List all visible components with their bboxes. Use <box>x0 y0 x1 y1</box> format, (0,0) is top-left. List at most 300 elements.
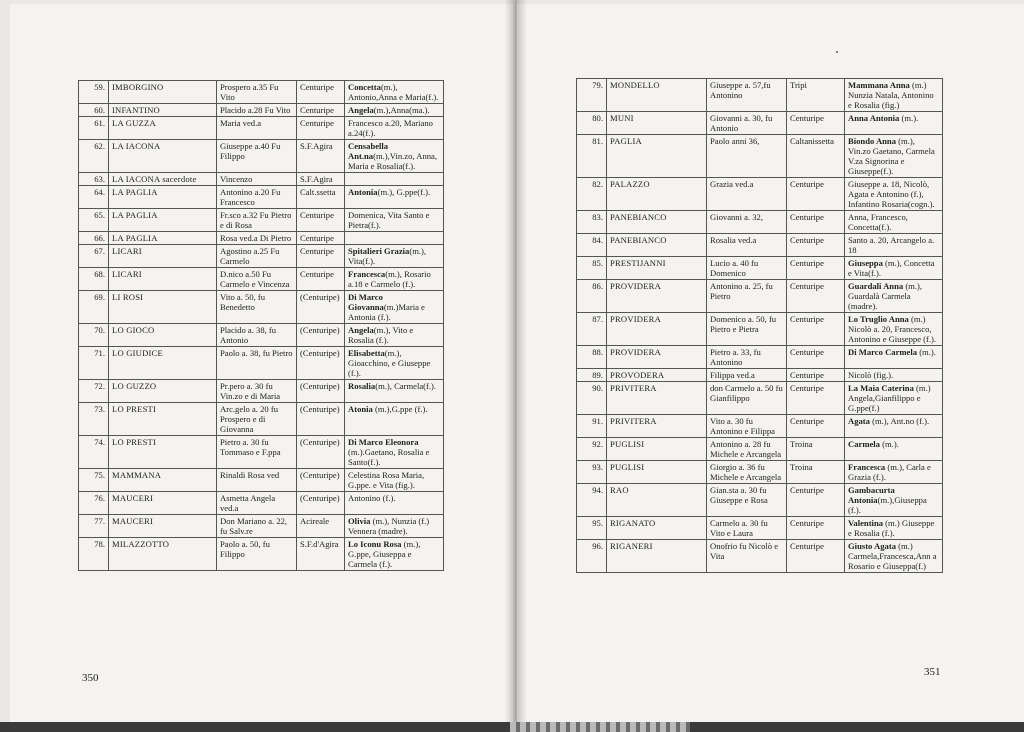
table-row <box>79 117 444 140</box>
family-members-cell <box>345 347 444 380</box>
head-of-family-cell: Asmetta Angela ved.a <box>217 492 297 515</box>
relatives-text: (m.), Vita(f.). <box>348 246 427 266</box>
head-of-family-cell: Maria ved.a <box>217 117 297 140</box>
surname-cell: MONDELLO <box>607 79 707 112</box>
relatives-text: Giuseppe a. 18, Nicolò, Agata e Antonino (f.), Infantino Rosaria(cogn.). <box>848 179 935 209</box>
surname-cell: PROVODERA <box>607 369 707 382</box>
spouse-name: Antonia <box>348 187 378 197</box>
spouse-name: Giuseppa <box>848 258 883 268</box>
family-members-cell <box>845 484 943 517</box>
head-of-family-cell: Antonino a. 25, fu Pietro <box>707 280 787 313</box>
table-row <box>79 173 444 186</box>
table-row <box>79 209 444 232</box>
spouse-name: Francesca <box>848 462 886 472</box>
family-members-cell <box>345 117 444 140</box>
entry-number: 76. <box>79 492 109 515</box>
entry-number: 70. <box>79 324 109 347</box>
head-of-family-cell: Filippa ved.a <box>707 369 787 382</box>
table-row <box>79 186 444 209</box>
surname-cell: LA GUZZA <box>109 117 217 140</box>
family-members-cell <box>845 234 943 257</box>
entry-number: 63. <box>79 173 109 186</box>
birthplace-cell: Centuripe <box>787 178 845 211</box>
entry-number: 65. <box>79 209 109 232</box>
surname-cell: LO GUZZO <box>109 380 217 403</box>
head-of-family-cell: Antonino a. 28 fu Michele e Arcangela <box>707 438 787 461</box>
page-number-left: 350 <box>82 672 99 684</box>
entry-number: 67. <box>79 245 109 268</box>
left-page <box>10 4 513 722</box>
family-members-cell <box>345 469 444 492</box>
table-row <box>79 403 444 436</box>
family-members-cell <box>345 380 444 403</box>
family-members-cell <box>345 492 444 515</box>
surname-cell: MAUCERI <box>109 515 217 538</box>
family-members-cell <box>345 291 444 324</box>
birthplace-cell: Centuripe <box>787 234 845 257</box>
family-members-cell <box>845 280 943 313</box>
birthplace-cell: Centuripe <box>787 369 845 382</box>
entry-number: 82. <box>577 178 607 211</box>
entry-number: 69. <box>79 291 109 324</box>
surname-cell: MILAZZOTTO <box>109 538 217 571</box>
table-row <box>79 436 444 469</box>
head-of-family-cell: Rinaldi Rosa ved <box>217 469 297 492</box>
surname-cell: RAO <box>607 484 707 517</box>
birthplace-cell: (Centuripe) <box>297 492 345 515</box>
birthplace-cell: Centuripe <box>297 268 345 291</box>
entry-number: 79. <box>577 79 607 112</box>
entry-number: 83. <box>577 211 607 234</box>
birthplace-cell: (Centuripe) <box>297 380 345 403</box>
relatives-text: Domenica, Vita Santo e Pietra(f.). <box>348 210 430 230</box>
head-of-family-cell: Paolo anni 36, <box>707 135 787 178</box>
family-members-cell <box>845 438 943 461</box>
surname-cell: LA IACONA <box>109 140 217 173</box>
table-row <box>79 291 444 324</box>
birthplace-cell: (Centuripe) <box>297 324 345 347</box>
entry-number: 75. <box>79 469 109 492</box>
relatives-text: (m.),Anna(ma.). <box>373 105 430 115</box>
relatives-text: Antonino (f.). <box>348 493 396 503</box>
birthplace-cell: S.F.d'Agira <box>297 538 345 571</box>
family-members-cell <box>845 382 943 415</box>
surname-cell: INFANTINO <box>109 104 217 117</box>
table-row <box>577 79 943 112</box>
table-row <box>79 232 444 245</box>
surname-cell: LICARI <box>109 245 217 268</box>
head-of-family-cell: Prospero a.35 Fu Vito <box>217 81 297 104</box>
entry-number: 68. <box>79 268 109 291</box>
head-of-family-cell: Giovanni a. 30, fu Antonio <box>707 112 787 135</box>
family-members-cell <box>845 540 943 573</box>
family-members-cell <box>345 324 444 347</box>
birthplace-cell: Troina <box>787 461 845 484</box>
head-of-family-cell: don Carmelo a. 50 fu Gianfilippo <box>707 382 787 415</box>
family-members-cell <box>345 186 444 209</box>
entry-number: 95. <box>577 517 607 540</box>
table-row <box>577 415 943 438</box>
entry-number: 84. <box>577 234 607 257</box>
family-members-cell <box>345 173 444 186</box>
surname-cell: PALAZZO <box>607 178 707 211</box>
relatives-text: (m.), Vito e Rosalia (f.). <box>348 325 414 345</box>
relatives-text: Anna, Francesco, Concetta(f.). <box>848 212 908 232</box>
entry-number: 89. <box>577 369 607 382</box>
spouse-name: Lo Truglio Anna <box>848 314 909 324</box>
table-row <box>577 280 943 313</box>
spouse-name: Gambacurta Antonia <box>848 485 895 505</box>
head-of-family-cell: Vito a. 30 fu Antonino e Filippa <box>707 415 787 438</box>
surname-cell: MAUCERI <box>109 492 217 515</box>
table-row <box>577 112 943 135</box>
surname-cell: IMBORGINO <box>109 81 217 104</box>
birthplace-cell: Centuripe <box>787 415 845 438</box>
entry-number: 93. <box>577 461 607 484</box>
surname-cell: LO PRESTI <box>109 403 217 436</box>
spouse-name: Mammana Anna <box>848 80 910 90</box>
head-of-family-cell: D.nico a.50 Fu Carmelo e Vincenza <box>217 268 297 291</box>
surname-cell: PRIVITERA <box>607 382 707 415</box>
entry-number: 96. <box>577 540 607 573</box>
table-row <box>79 324 444 347</box>
spouse-name: Angela <box>348 105 374 115</box>
table-row <box>577 257 943 280</box>
surname-cell: PROVIDERA <box>607 280 707 313</box>
birthplace-cell: Centuripe <box>787 257 845 280</box>
head-of-family-cell: Vincenzo <box>217 173 297 186</box>
relatives-text: Celestina Rosa Maria, G.ppe. e Vita (fig.). <box>348 470 425 490</box>
birthplace-cell: Centuripe <box>787 211 845 234</box>
family-members-cell <box>345 209 444 232</box>
entry-number: 85. <box>577 257 607 280</box>
relatives-text: Santo a. 20, Arcangelo a. 18 <box>848 235 935 255</box>
surname-cell: PAGLIA <box>607 135 707 178</box>
surname-cell: PRESTIJANNI <box>607 257 707 280</box>
family-members-cell <box>345 403 444 436</box>
right-page <box>516 4 1024 722</box>
relatives-text: Nicolò (fig.). <box>848 370 894 380</box>
spouse-name: Atonia <box>348 404 373 414</box>
spouse-name: Agata <box>848 416 870 426</box>
relatives-text: (m.), Vin.zo Gaetano, Carmela V.za Signorina e Giuseppe(f.). <box>848 136 935 176</box>
family-members-cell <box>845 517 943 540</box>
surname-cell: LA IACONA sacerdote <box>109 173 217 186</box>
birthplace-cell: Centuripe <box>787 540 845 573</box>
relatives-text: (m.) Giuseppe e Rosalia (f.). <box>848 518 935 538</box>
table-row <box>577 346 943 369</box>
relatives-text: Francesco a.20, Mariano a.24(f.). <box>348 118 433 138</box>
relatives-text: (m.), Guardalà Carmela (madre). <box>848 281 923 311</box>
book-gutter <box>505 0 527 732</box>
spouse-name: Spitalieri Grazia <box>348 246 410 256</box>
relatives-text: (m.), Concetta e Vita(f.). <box>848 258 935 278</box>
head-of-family-cell: Giuseppe a.40 Fu Filippo <box>217 140 297 173</box>
family-members-cell <box>845 112 943 135</box>
head-of-family-cell: Giuseppe a. 57,fu Antonino <box>707 79 787 112</box>
surname-cell: MUNI <box>607 112 707 135</box>
birthplace-cell: Centuripe <box>787 382 845 415</box>
relatives-text: (m.). <box>917 347 936 357</box>
relatives-text: (m.), Nunzia (f.) Vennera (madre). <box>348 516 430 536</box>
table-row <box>577 369 943 382</box>
relatives-text: (m.),Giuseppa (f.). <box>848 495 927 515</box>
entry-number: 66. <box>79 232 109 245</box>
head-of-family-cell: Don Mariano a. 22, fu Salv.re <box>217 515 297 538</box>
birthplace-cell: Tripi <box>787 79 845 112</box>
birthplace-cell: (Centuripe) <box>297 291 345 324</box>
birthplace-cell: S.F.Agira <box>297 140 345 173</box>
entry-number: 61. <box>79 117 109 140</box>
spouse-name: Elisabetta <box>348 348 385 358</box>
entry-number: 60. <box>79 104 109 117</box>
head-of-family-cell: Domenico a. 50, fu Pietro e Pietra <box>707 313 787 346</box>
entry-number: 74. <box>79 436 109 469</box>
head-of-family-cell: Pr.pero a. 30 fu Vin.zo e di Maria <box>217 380 297 403</box>
family-members-cell <box>345 515 444 538</box>
surname-cell: LA PAGLIA <box>109 232 217 245</box>
table-row <box>79 380 444 403</box>
birthplace-cell: Centuripe <box>787 346 845 369</box>
table-row <box>577 540 943 573</box>
family-members-cell <box>345 538 444 571</box>
table-row <box>577 313 943 346</box>
head-of-family-cell: Fr.sco a.32 Fu Pietro e di Rosa <box>217 209 297 232</box>
birthplace-cell: (Centuripe) <box>297 347 345 380</box>
head-of-family-cell: Placido a.28 Fu Vito <box>217 104 297 117</box>
relatives-text: (m.), Carla e Grazia (f.). <box>848 462 931 482</box>
entry-number: 87. <box>577 313 607 346</box>
table-row <box>577 484 943 517</box>
surname-cell: PUGLISI <box>607 461 707 484</box>
entry-number: 62. <box>79 140 109 173</box>
birthplace-cell: Centuripe <box>787 517 845 540</box>
birthplace-cell: Centuripe <box>787 280 845 313</box>
spouse-name: Valentina <box>848 518 884 528</box>
head-of-family-cell: Antonino a.20 Fu Francesco <box>217 186 297 209</box>
head-of-family-cell: Lucio a. 40 fu Domenico <box>707 257 787 280</box>
birthplace-cell: Centuripe <box>297 209 345 232</box>
relatives-text: (m.), G.ppe(f.). <box>377 187 431 197</box>
relatives-text: (m.), G.ppe, Giuseppa e Carmela (f.). <box>348 539 421 569</box>
entry-number: 80. <box>577 112 607 135</box>
head-of-family-cell: Rosalia ved.a <box>707 234 787 257</box>
head-of-family-cell: Pietro a. 30 fu Tommaso e F.ppa <box>217 436 297 469</box>
head-of-family-cell: Giorgio a. 36 fu Michele e Arcangela <box>707 461 787 484</box>
spouse-name: Lo Iconu Rosa <box>348 539 402 549</box>
relatives-text: (m.), Ant.no (f.). <box>869 416 930 426</box>
head-of-family-cell: Grazia ved.a <box>707 178 787 211</box>
entry-number: 64. <box>79 186 109 209</box>
head-of-family-cell: Carmelo a. 30 fu Vito e Laura <box>707 517 787 540</box>
table-row <box>577 234 943 257</box>
relatives-text: (m.) Nicolò a. 20, Francesco, Antonino e Giuseppe (f.). <box>848 314 937 344</box>
relatives-text: (m.), Antonio,Anna e Maria(f.). <box>348 82 439 102</box>
birthplace-cell: Centuripe <box>787 112 845 135</box>
entry-number: 72. <box>79 380 109 403</box>
table-row <box>79 104 444 117</box>
birthplace-cell: (Centuripe) <box>297 403 345 436</box>
relatives-text: (m.). <box>879 439 899 449</box>
table-row <box>79 515 444 538</box>
head-of-family-cell: Gian.sta a. 30 fu Giuseppe e Rosa <box>707 484 787 517</box>
surname-cell: LICARI <box>109 268 217 291</box>
surname-cell: PRIVITERA <box>607 415 707 438</box>
birthplace-cell: Troina <box>787 438 845 461</box>
relatives-text: (m.). <box>899 113 919 123</box>
surname-cell: PROVIDERA <box>607 313 707 346</box>
table-row <box>79 347 444 380</box>
relatives-text: (m.), Gioacchino, e Giuseppe (f.). <box>348 348 431 378</box>
spouse-name: Carmela <box>848 439 880 449</box>
family-members-cell <box>845 461 943 484</box>
birthplace-cell: Calt.ssetta <box>297 186 345 209</box>
family-members-cell <box>845 313 943 346</box>
relatives-text: (m.) Carmela,Francesca,Ann a Rosario e Giuseppa(f.) <box>848 541 937 571</box>
spouse-name: Olivia <box>348 516 371 526</box>
head-of-family-cell: Pietro a. 33, fu Antonino <box>707 346 787 369</box>
birthplace-cell: Acireale <box>297 515 345 538</box>
table-row <box>577 135 943 178</box>
entry-number: 90. <box>577 382 607 415</box>
entry-number: 78. <box>79 538 109 571</box>
scanner-bottom-edge <box>0 722 1024 732</box>
birthplace-cell: Centuripe <box>297 232 345 245</box>
head-of-family-cell: Rosa ved.a Di Pietro <box>217 232 297 245</box>
relatives-text: (m.),G.ppe (f.). <box>372 404 428 414</box>
table-row <box>79 140 444 173</box>
spouse-name: Giusto Agata <box>848 541 896 551</box>
relatives-text: (m.) Angela,Gianfilippo e G.ppe(f.) <box>848 383 931 413</box>
birthplace-cell: Caltanissetta <box>787 135 845 178</box>
family-members-cell <box>845 346 943 369</box>
spouse-name: Di Marco Carmela <box>848 347 918 357</box>
spouse-name: Di Marco Eleonora <box>348 437 419 447</box>
page-number-right: 351 <box>924 666 941 678</box>
family-members-cell <box>345 245 444 268</box>
head-of-family-cell: Agostino a.25 Fu Carmelo <box>217 245 297 268</box>
entry-number: 77. <box>79 515 109 538</box>
table-row <box>79 538 444 571</box>
head-of-family-cell: Arc.gelo a. 20 fu Prospero e di Giovanna <box>217 403 297 436</box>
birthplace-cell: S.F.Agira <box>297 173 345 186</box>
entry-number: 73. <box>79 403 109 436</box>
birthplace-cell: Centuripe <box>787 484 845 517</box>
relatives-text: (m.), Carmela(f.). <box>375 381 437 391</box>
surname-cell: PROVIDERA <box>607 346 707 369</box>
family-members-cell <box>845 178 943 211</box>
table-row <box>79 81 444 104</box>
head-of-family-cell: Paolo a. 38, fu Pietro <box>217 347 297 380</box>
entry-number: 91. <box>577 415 607 438</box>
surname-cell: PANEBIANCO <box>607 234 707 257</box>
surname-cell: PUGLISI <box>607 438 707 461</box>
spouse-name: Guardali Anna <box>848 281 904 291</box>
family-members-cell <box>845 211 943 234</box>
entry-number: 81. <box>577 135 607 178</box>
table-row <box>577 211 943 234</box>
surname-cell: LO GIUDICE <box>109 347 217 380</box>
relatives-text: (m.)Maria e Antonia (f.). <box>348 302 425 322</box>
spouse-name: Anna Antonia <box>848 113 900 123</box>
family-members-cell <box>845 79 943 112</box>
surname-cell: LO GIOCO <box>109 324 217 347</box>
spouse-name: Francesca <box>348 269 386 279</box>
entry-number: 71. <box>79 347 109 380</box>
spouse-name: Angela <box>348 325 374 335</box>
relatives-text: (m.) Nunzia Natala, Antonino e Rosalia (fig.) <box>848 80 934 110</box>
register-table-right <box>576 78 943 573</box>
family-members-cell <box>345 140 444 173</box>
head-of-family-cell: Onofrio fu Nicolò e Vita <box>707 540 787 573</box>
entry-number: 59. <box>79 81 109 104</box>
family-members-cell <box>345 104 444 117</box>
surname-cell: LI ROSI <box>109 291 217 324</box>
birthplace-cell: (Centuripe) <box>297 469 345 492</box>
table-row <box>79 469 444 492</box>
birthplace-cell: Centuripe <box>297 245 345 268</box>
entry-number: 88. <box>577 346 607 369</box>
spouse-name: Concetta <box>348 82 381 92</box>
table-row <box>577 438 943 461</box>
table-row <box>577 517 943 540</box>
surname-cell: LA PAGLIA <box>109 209 217 232</box>
spouse-name: Censabella Ant.na <box>348 141 389 161</box>
head-of-family-cell: Giovanni a. 32, <box>707 211 787 234</box>
table-row <box>577 461 943 484</box>
surname-cell: RIGANATO <box>607 517 707 540</box>
surname-cell: PANEBIANCO <box>607 211 707 234</box>
head-of-family-cell: Vito a. 50, fu Benedetto <box>217 291 297 324</box>
spouse-name: Biondo Anna <box>848 136 897 146</box>
family-members-cell <box>845 257 943 280</box>
birthplace-cell: Centuripe <box>297 81 345 104</box>
birthplace-cell: (Centuripe) <box>297 436 345 469</box>
table-row <box>79 492 444 515</box>
surname-cell: MAMMANA <box>109 469 217 492</box>
birthplace-cell: Centuripe <box>297 117 345 140</box>
entry-number: 94. <box>577 484 607 517</box>
family-members-cell <box>845 135 943 178</box>
register-table-left <box>78 80 444 571</box>
birthplace-cell: Centuripe <box>787 313 845 346</box>
table-row <box>577 178 943 211</box>
surname-cell: RIGANERI <box>607 540 707 573</box>
entry-number: 86. <box>577 280 607 313</box>
surname-cell: LA PAGLIA <box>109 186 217 209</box>
relatives-text: (m.), Rosario a.18 e Carmelo (f.). <box>348 269 431 289</box>
head-of-family-cell: Placido a. 38, fu Antonio <box>217 324 297 347</box>
table-row <box>79 268 444 291</box>
ink-speck <box>836 51 838 53</box>
spouse-name: Rosalia <box>348 381 376 391</box>
family-members-cell <box>345 81 444 104</box>
family-members-cell <box>345 268 444 291</box>
table-row <box>577 382 943 415</box>
entry-number: 92. <box>577 438 607 461</box>
family-members-cell <box>845 369 943 382</box>
table-row <box>79 245 444 268</box>
spouse-name: Di Marco Giovanna <box>348 292 384 312</box>
relatives-text: (m.).Gaetano, Rosalia e Santo(f.). <box>348 447 430 467</box>
birthplace-cell: Centuripe <box>297 104 345 117</box>
spouse-name: La Maia Caterina <box>848 383 914 393</box>
family-members-cell <box>345 232 444 245</box>
family-members-cell <box>345 436 444 469</box>
relatives-text: (m.),Vin.zo, Anna, Maria e Rosalia(f.). <box>348 151 438 171</box>
head-of-family-cell: Paolo a. 50, fu Filippo <box>217 538 297 571</box>
surname-cell: LO PRESTI <box>109 436 217 469</box>
